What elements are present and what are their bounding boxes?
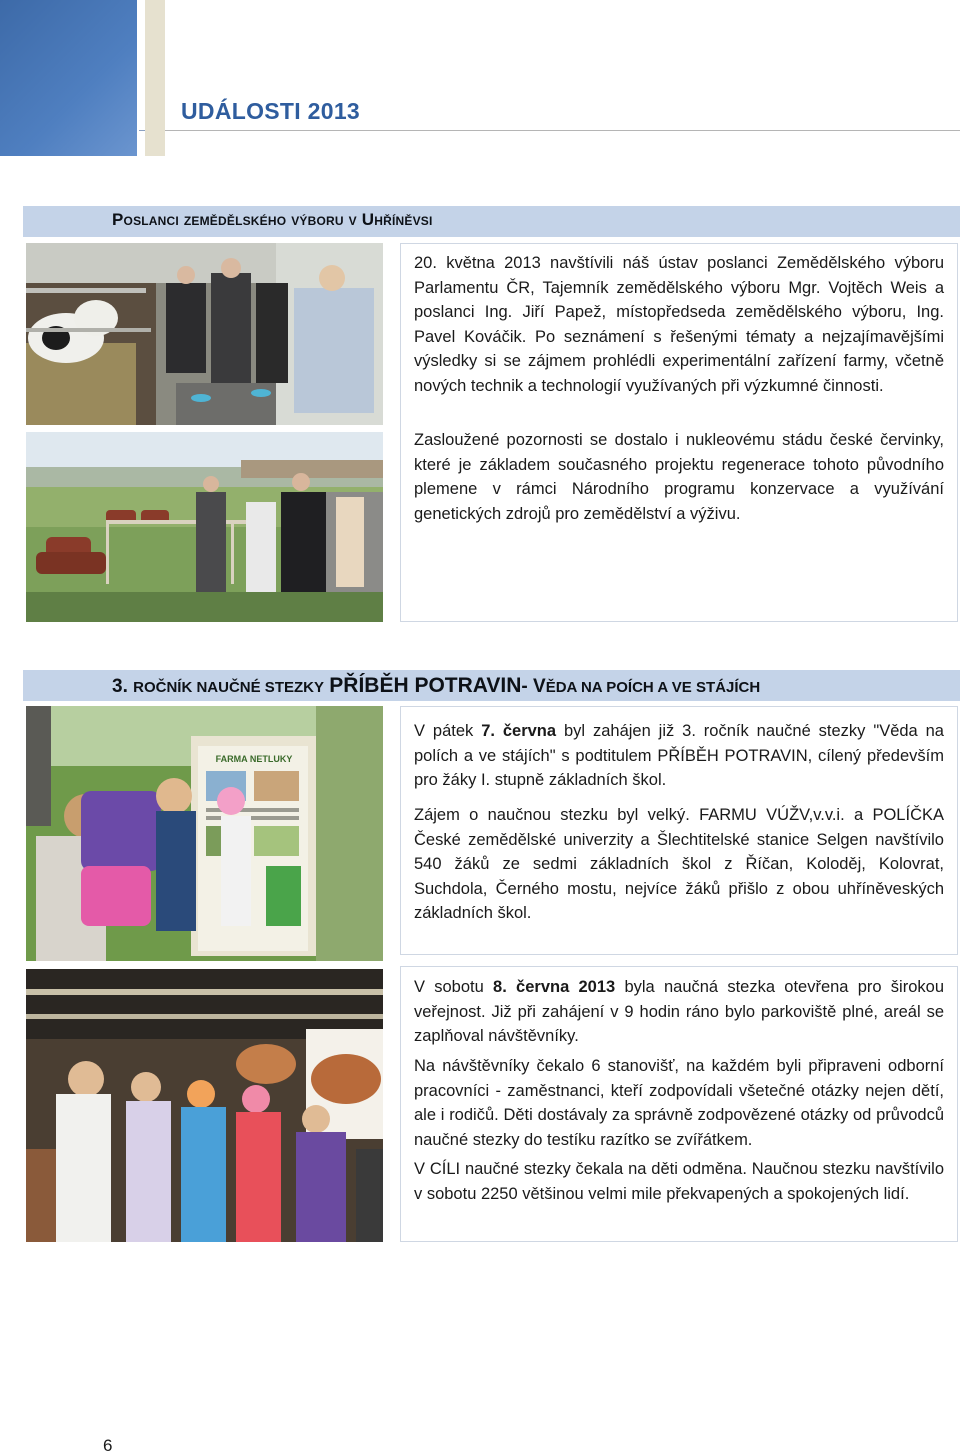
section2-saturday-body: byla naučná stezka otevřena pro širokou veřejnost. Již při zahájení v 9 hodin ráno bylo parkoviště plné, areál se zaplňoval návštěvníky. [414, 978, 944, 1045]
section1-title: Poslanci zemědělského výboru v Uhříněvsi [112, 210, 433, 229]
photo-pasture-cattle [26, 432, 383, 622]
section2-title-part-c: - V [521, 676, 546, 697]
section2-paragraph-finish: V CÍLI naučné stezky čekala na děti odměna. Naučnou stezku navštívilo v sobotu 2250 většinou velmi mile překvapených a spokojených lidí. [414, 1160, 944, 1203]
section1-paragraph-herd: Zasloužené pozornosti se dostalo i nukleovému stádu české červinky, které je základem současného projektu regenerace tohoto původního plemene v rámci Národního programu konzervace a využívání genetických zdrojů pro zemědělství a výživu. [414, 431, 944, 523]
header-rule-tick [139, 130, 145, 131]
header-corner-block [0, 0, 137, 156]
section2-paragraph-saturday [414, 975, 944, 1049]
section2-saturday-lead: V sobotu [414, 978, 484, 996]
section2-title-number: 3. [112, 676, 128, 697]
section2-paragraph-interest: Zájem o naučnou stezku byl velký. FARMU VÚŽV,v.v.i. a POLÍČKA České zemědělské univerzity a Šlechtitelské stanice Selgen navštívilo 540 žáků ze sedmi základních škol z Říčan, Koloděj, Kolovrat, Suchdola, Černého mostu, nejvíce žáků přišlo z obou uhříněveských základních škol. [414, 806, 944, 922]
section2-saturday-date: 8. června 2013 [493, 978, 616, 996]
page-number: 6 [103, 1436, 113, 1455]
header-corner-stripe [145, 0, 165, 156]
photo-barn-visit [26, 243, 383, 425]
section2-friday-lead: V pátek [414, 722, 474, 740]
poster-title: FARMA NETLUKY [215, 754, 293, 764]
page-header-title: UDÁLOSTI 2013 [181, 98, 361, 124]
section2-title [112, 674, 760, 698]
section2-paragraph-stations: Na návštěvníky čekalo 6 stanovišť, na každém byli připraveni odborní pracovníci - zaměstnanci, kteří zodpovídali všetečné otázky nejen dětí, ale i rodičů. Děti dostávaly za správně zodpovězené otázky od průvodců naučné stezky do testíku razítko se zvířátkem. [414, 1057, 944, 1149]
section2-paragraph-friday [414, 719, 944, 793]
photo-children-barn [26, 969, 383, 1242]
section1-paragraph-visit: 20. května 2013 navštívili náš ústav poslanci Zemědělského výboru Parlamentu ČR, Tajemník zemědělského výboru Mgr. Vojtěch Weis a poslanci Ing. Jiří Papež, místopředseda zemědělského výboru, Ing. Pavel Kováčik. Po seznámení s řešenými tématy a nejzajímavějšími výsledky si se zájmem prohlédli experimentální zařízení farmy, včetně nových technik a technologií využívaných při výzkumné činnosti. [414, 254, 944, 395]
section2-title-part-a: ROČNÍK NAUČNÉ STEZKY [133, 679, 324, 696]
section2-title-part-d: ĚDA NA POÍCH A VE STÁJÍCH [545, 679, 761, 696]
photo-children-poster [26, 706, 383, 961]
header-rule [165, 130, 960, 131]
section2-title-part-b: PŘÍBĚH POTRAVIN [329, 674, 522, 697]
section2-friday-body: byl zahájen již 3. ročník naučné stezky "Věda na polích a ve stájích" s podtitulem PŘÍBĚH POTRAVIN, cílený především pro žáky I. stupně základních škol. [414, 722, 944, 789]
section2-friday-date: 7. června [481, 722, 557, 740]
